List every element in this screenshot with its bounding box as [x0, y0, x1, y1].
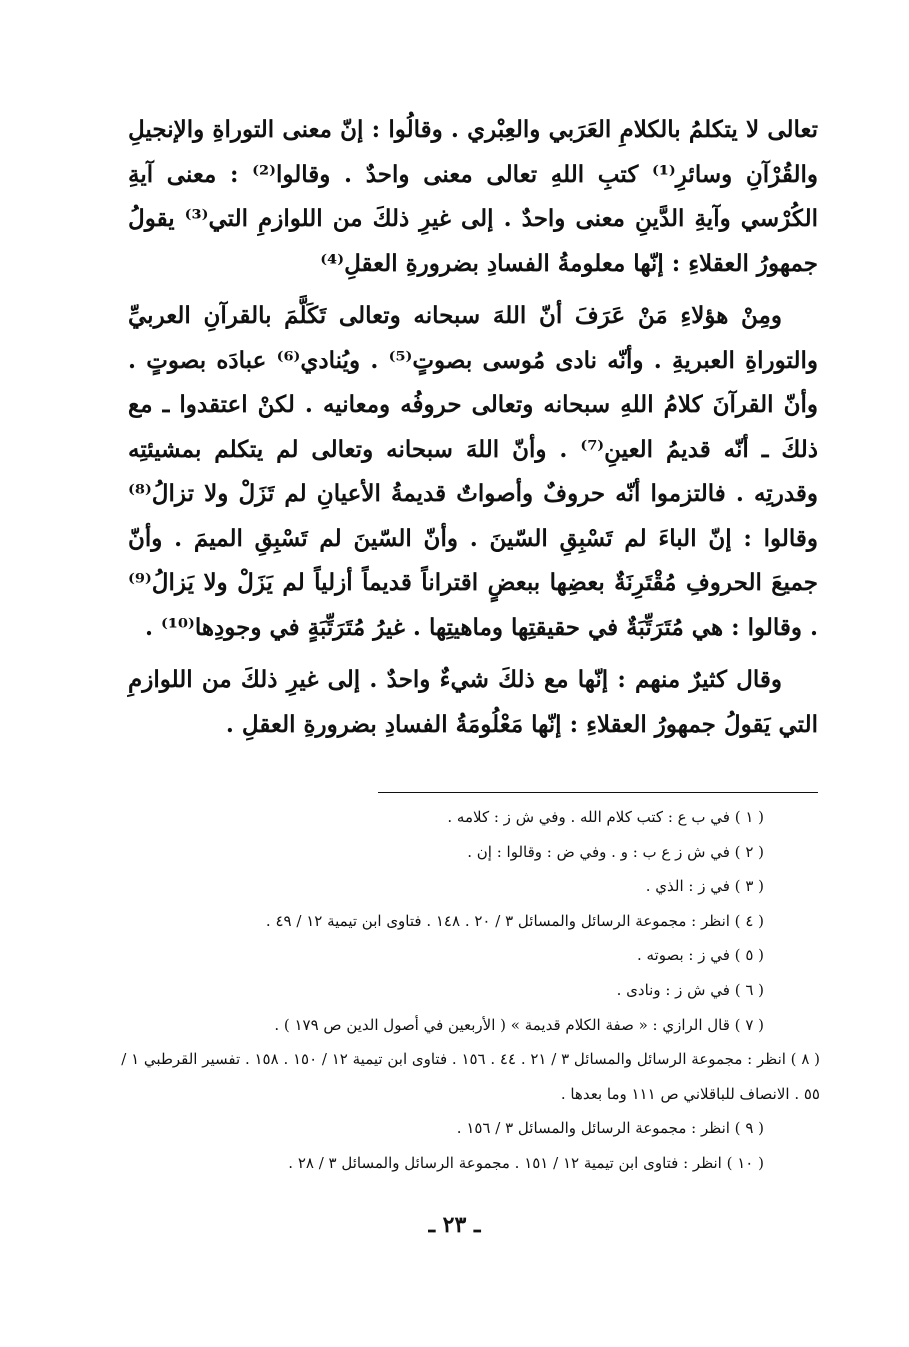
- footnote-4: ( ٤ ) انظر : مجموعة الرسائل والمسائل ٣ / ٢٠ . ١٤٨ . فتاوى ابن تيمية ١٢ / ٤٩ .: [265, 911, 764, 930]
- footnote-divider: [378, 792, 818, 793]
- footnote-8: ( ٨ ) انظر : مجموعة الرسائل والمسائل ٣ / ٢١ . ٤٤ . ١٥٦ . فتاوى ابن تيمية ١٢ / ١٥٠ . ١٥٨ . تفسير القرطبي ١ / ٥٥ . الانصاف للباقلاني ص ١١١ وما بعدها .: [121, 1050, 820, 1103]
- page-number: ـ ٢٣ ـ: [428, 1212, 481, 1238]
- main-text: [128, 108, 818, 747]
- footnote-9: ( ٩ ) انظر : مجموعة الرسائل والمسائل ٣ / ١٥٦ .: [456, 1119, 764, 1138]
- footnote-7: ( ٧ ) قال الرازي : « صفة الكلام قديمة » ( الأربعين في أصول الدين ص ١٧٩ ) .: [274, 1015, 764, 1034]
- footnote-10: ( ١٠ ) انظر : فتاوى ابن تيمية ١٢ / ١٥١ . مجموعة الرسائل والمسائل ٣ / ٢٨ .: [288, 1153, 764, 1172]
- paragraph-1: تعالى لا يتكلمُ بالكلامِ العَرَبي والعِبْري . وقالُوا : إنّ معنى التوراةِ والإنجيلِ والقُرْآنِ وسائرِ⁽¹⁾ كتبِ اللهِ تعالى معنى واحدٌ . وقالوا⁽²⁾ : معنى آيةِ الكُرْسي وآيةِ الدَّينِ معنى واحدٌ . إلى غيرِ ذلكَ من اللوازمِ التي⁽³⁾ يقولُ جمهورُ العقلاءِ : إنّها معلومةُ الفسادِ بضرورةِ العقلِ⁽⁴⁾: [128, 116, 819, 277]
- footnote-1: ( ١ ) في ب ع : كتب كلام الله . وفي ش ز : كلامه .: [447, 808, 764, 826]
- footnotes: [120, 800, 820, 1181]
- footnote-3: ( ٣ ) في ز : الذي .: [645, 877, 764, 896]
- paragraph-3: وقال كثيرٌ منهم : إنّها مع ذلكَ شيءٌ واحدٌ . إلى غيرِ ذلكَ من اللوازمِ التي يَقولُ جمهورُ العقلاءِ : إنّها مَعْلُومَةُ الفسادِ بضرورةِ العقلِ .: [128, 666, 818, 738]
- footnote-5: ( ٥ ) في ز : بصوته .: [636, 946, 764, 965]
- footnote-2: ( ٢ ) في ش ز ع ب : و . وفي ض : وقالوا : إن .: [467, 842, 764, 861]
- paragraph-2: ومِنْ هؤلاءِ مَنْ عَرَفَ أنّ اللهَ سبحانه وتعالى تَكَلَّمَ بالقرآنِ العربيِّ والتوراةِ العبريةِ . وأنّه نادى مُوسى بصوتٍ⁽⁵⁾ . ويُنادي⁽⁶⁾ عبادَه بصوتٍ . وأنّ القرآنَ كلامُ اللهِ سبحانه وتعالى حروفُه ومعانيه . لكنْ اعتقدوا ـ مع ذلكَ ـ أنّه قديمُ العينِ⁽⁷⁾ . وأنّ اللهَ سبحانه وتعالى لم يتكلم بمشيئتِه وقدرتِه . فالتزموا أنّه حروفٌ وأصواتٌ قديمةُ الأعيانِ لم تَزَلْ ولا تزالُ⁽⁸⁾ وقالوا : إنّ الباءَ لم تَسْبِقِ السّينَ . وأنّ السّينَ لم تَسْبِقِ الميمَ . وأنّ جميعَ الحروفِ مُقْتَرِنَةٌ بعضِها ببعضٍ اقتراناً قديماً أزلياً لم يَزَلْ ولا يَزالُ⁽⁹⁾ . وقالوا : هي مُتَرَتِّبَةٌ في حقيقتِها وماهيتِها . غيرُ مُتَرَتِّبَةٍ في وجودِها⁽¹⁰⁾ .: [128, 302, 819, 641]
- footnote-6: ( ٦ ) في ش ز : ونادى .: [616, 980, 764, 999]
